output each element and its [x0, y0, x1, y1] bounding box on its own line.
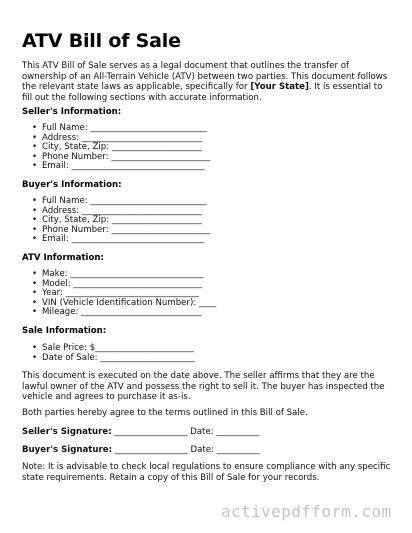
seller-address-field[interactable]: • Address: ____________________________ [32, 134, 210, 144]
closing-paragraph: This document is executed on the date above. The seller affirms that they are the lawful owner of the ATV and possess the right to sell it. The buyer has inspected the vehicle and agrees to purchase it as-is. [22, 371, 385, 403]
seller-signature-blank[interactable]: _________________ Date: __________ [111, 427, 260, 437]
seller-email-field[interactable]: • Email: _______________________________ [32, 162, 210, 172]
atv-vin-field[interactable]: • VIN (Vehicle Identification Number): ____ [32, 299, 216, 309]
atv-field-list [32, 270, 216, 318]
atv-section-heading: ATV Information: [22, 253, 104, 263]
note-paragraph: Note: It is advisable to check local regulations to ensure compliance with any specific state requirements. Retain a copy of this Bill of Sale for your records. [22, 462, 391, 483]
buyer-signature-line[interactable] [22, 445, 260, 455]
intro-text: This ATV Bill of Sale serves as a legal document that outlines the transfer of ownership of an All-Terrain Vehicle (ATV) between two parties. This document follows the relevant state laws as applicable, specifically for [22, 61, 388, 93]
intro-text-end: . It is essential to fill out the following sections with accurate information. [22, 82, 383, 103]
sale-price-field[interactable]: • Sale Price: $_______________________ [32, 344, 195, 354]
agreement-paragraph: Both parties hereby agree to the terms outlined in this Bill of Sale. [22, 408, 308, 418]
buyer-signature-blank[interactable]: _________________ Date: __________ [112, 445, 260, 455]
seller-section-heading: Seller's Information: [22, 107, 122, 117]
buyer-full-name-field[interactable]: • Full Name: ___________________________ [32, 197, 210, 207]
state-placeholder: [Your State] [250, 82, 309, 93]
atv-make-field[interactable]: • Make: _______________________________ [32, 270, 216, 280]
watermark-text: activepdfform.com [221, 502, 392, 521]
seller-full-name-field[interactable]: • Full Name: ___________________________ [32, 124, 210, 134]
buyer-section-heading: Buyer's Information: [22, 180, 122, 190]
sale-field-list [32, 344, 195, 363]
seller-signature-line[interactable] [22, 427, 259, 437]
intro-paragraph [22, 61, 394, 103]
sale-date-field[interactable]: • Date of Sale: ______________________ [32, 354, 195, 364]
buyer-address-field[interactable]: • Address: ____________________________ [32, 207, 210, 217]
buyer-signature-label: Buyer's Signature: [22, 445, 113, 455]
atv-mileage-field[interactable]: • Mileage: ____________________________ [32, 308, 216, 318]
document-title: ATV Bill of Sale [22, 30, 181, 52]
buyer-city-state-zip-field[interactable]: • City, State, Zip: _____________________ [32, 216, 210, 226]
atv-year-field[interactable]: • Year: _______________________________ [32, 289, 216, 299]
buyer-email-field[interactable]: • Email: _______________________________ [32, 235, 210, 245]
seller-field-list [32, 124, 210, 172]
seller-signature-label: Seller's Signature: [22, 427, 112, 437]
seller-city-state-zip-field[interactable]: • City, State, Zip: _____________________ [32, 143, 210, 153]
sale-section-heading: Sale Information: [22, 326, 107, 336]
seller-phone-field[interactable]: • Phone Number: _______________________ [32, 153, 210, 163]
buyer-phone-field[interactable]: • Phone Number: _______________________ [32, 226, 210, 236]
buyer-field-list [32, 197, 210, 245]
atv-model-field[interactable]: • Model: ______________________________ [32, 280, 216, 290]
